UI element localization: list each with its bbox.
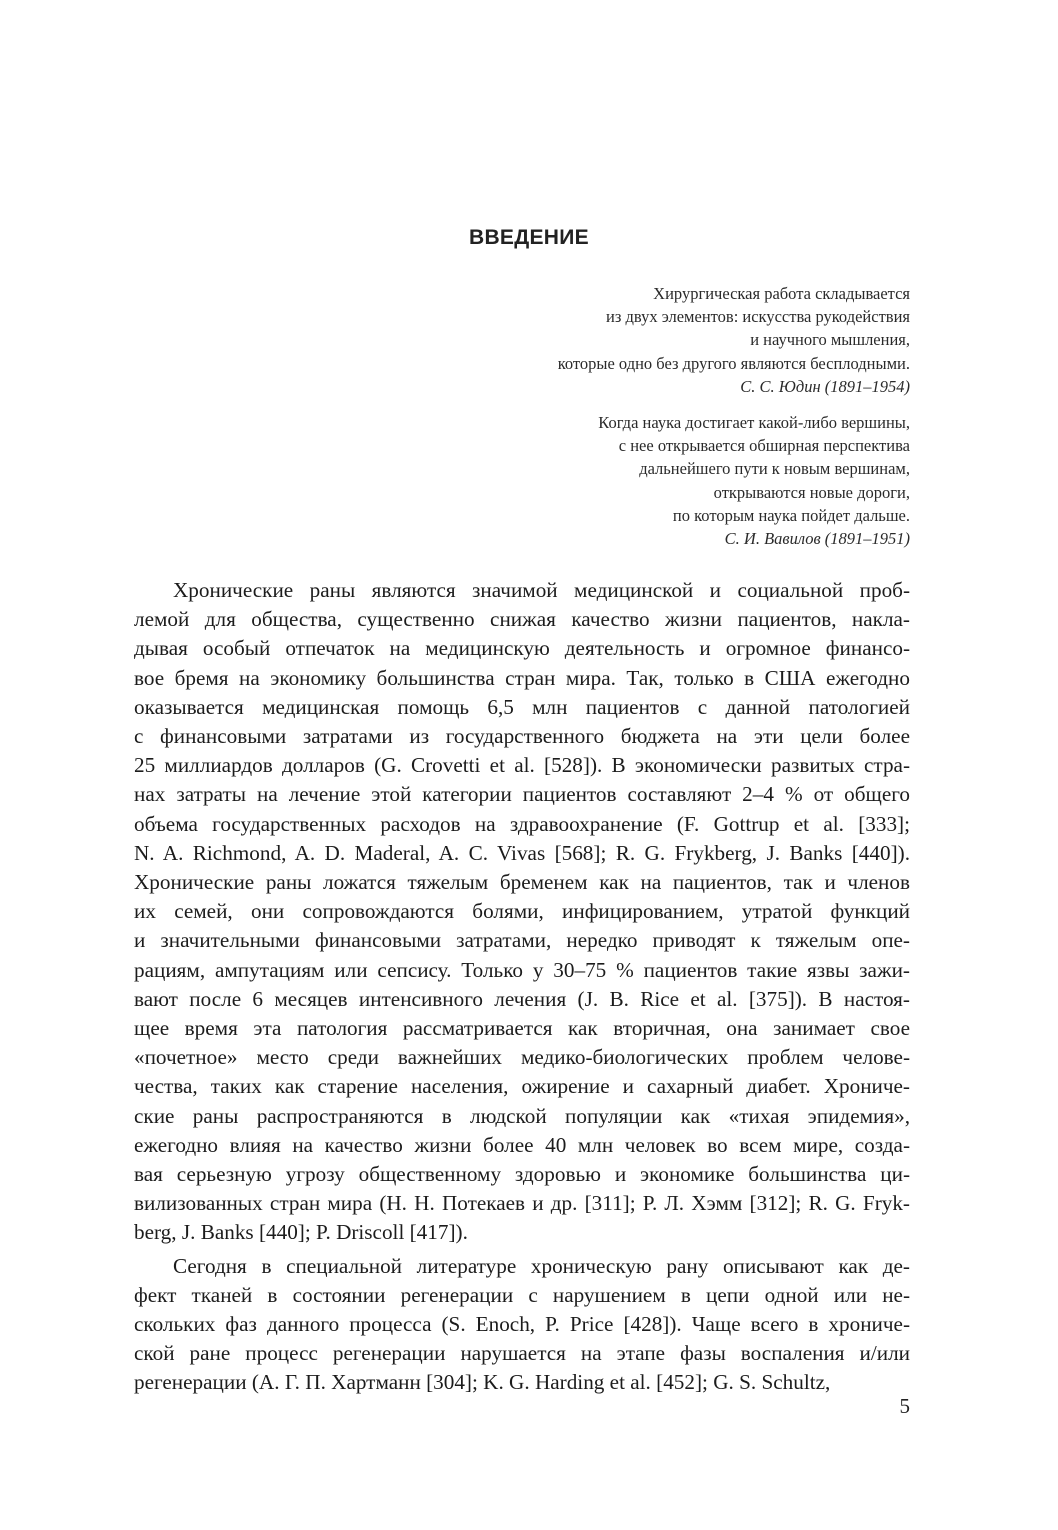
epigraph-author: С. И. Вавилов (1891–1951) [724, 529, 910, 549]
paragraph-line: ежегодно влияя на качество жизни более 40 млн человек во всем мире, созда- [134, 1132, 910, 1157]
paragraph-line: 25 миллиардов долларов (G. Crovetti et al. [528]). В экономически развитых стра- [134, 753, 910, 778]
chapter-title: ВВЕДЕНИЕ [469, 226, 589, 249]
paragraph-line: вое бремя на экономику большинства стран мира. Так, только в США ежегодно [134, 665, 910, 690]
epigraph-line: и научного мышления, [750, 330, 910, 350]
epigraph-line: которые одно без другого являются бесплодными. [557, 353, 910, 373]
paragraph-line: вая серьезную угрозу общественному здоровью и экономике большинства ци- [134, 1162, 910, 1187]
epigraph-yudin [558, 282, 910, 398]
paragraph-line: вилизованных стран мира (Н. Н. Потекаев и др. [311]; Р. Л. Хэмм [312]; R. G. Fryk- [134, 1191, 910, 1216]
paragraph-line: их семей, они сопровождаются болями, инфицированием, утратой функций [134, 899, 910, 924]
paragraph-line: лемой для общества, существенно снижая качество жизни пациентов, накла- [134, 607, 910, 632]
paragraph-line: с финансовыми затратами из государственного бюджета на эти цели более [134, 724, 910, 749]
paragraph-line: скольких фаз данного процесса (S. Enoch, P. Price [428]). Чаще всего в хрониче- [134, 1312, 910, 1337]
epigraph-line: по которым наука пойдет дальше. [672, 505, 910, 525]
paragraph-line: регенерации (А. Г. П. Хартманн [304]; K. G. Harding et al. [452]; G. S. Schultz, [134, 1370, 831, 1395]
paragraph-line: оказывается медицинская помощь 6,5 млн пациентов с данной патологией [134, 694, 910, 719]
paragraph-line: N. A. Richmond, A. D. Maderal, A. C. Vivas [568]; R. G. Frykberg, J. Banks [440]). [134, 840, 910, 865]
epigraph-line: дальнейшего пути к новым вершинам, [639, 459, 910, 479]
body-text [134, 576, 910, 1398]
paragraph-line: дывая особый отпечаток на медицинскую деятельность и огромное финансо- [134, 636, 910, 661]
paragraph-line: Сегодня в специальной литературе хроническую рану описывают как де- [173, 1253, 910, 1278]
paragraph-line: ской ране процесс регенерации нарушается на этапе фазы воспаления и/или [134, 1341, 910, 1366]
paragraph-2 [134, 1252, 910, 1398]
paragraph-line: нах затраты на лечение этой категории пациентов составляют 2–4 % от общего [134, 782, 910, 807]
paragraph-line: вают после 6 месяцев интенсивного лечения (J. B. Rice et al. [375]). В настоя- [134, 986, 910, 1011]
paragraph-line: «почетное» место среди важнейших медико-биологических проблем челове- [134, 1045, 910, 1070]
epigraph-line: с нее открывается обширная перспектива [618, 436, 910, 456]
paragraph-line: и значительными финансовыми затратами, нередко приводят к тяжелым опе- [134, 928, 910, 953]
paragraph-1 [134, 576, 910, 1248]
epigraph-line: Хирургическая работа складывается [653, 284, 910, 303]
paragraph-line: berg, J. Banks [440]; P. Driscoll [417]). [134, 1220, 468, 1245]
epigraph-line: Когда наука достигает какой-либо вершины, [598, 413, 910, 432]
paragraph-line: объема государственных расходов на здравоохранение (F. Gottrup et al. [333]; [134, 811, 910, 836]
paragraph-line: Хронические раны являются значимой медицинской и социальной проб- [173, 578, 910, 602]
epigraph-line: из двух элементов: искусства рукодействия [606, 307, 910, 327]
paragraph-line: фект тканей в состоянии регенерации с нарушением в цепи одной или не- [134, 1282, 910, 1307]
paragraph-line: Хронические раны ложатся тяжелым бременем как на пациентов, так и членов [134, 870, 910, 895]
paragraph-line: рациям, ампутациям или сепсису. Только у 30–75 % пациентов такие язвы зажи- [134, 957, 910, 982]
epigraph-author: С. С. Юдин (1891–1954) [740, 376, 910, 396]
epigraph-vavilov [598, 411, 910, 550]
paragraph-line: ские раны распространяются в людской популяции как «тихая эпидемия», [134, 1103, 910, 1128]
epigraph-line: открываются новые дороги, [713, 482, 910, 502]
paragraph-line: чества, таких как старение населения, ожирение и сахарный диабет. Хрониче- [134, 1074, 910, 1099]
paragraph-line: щее время эта патология рассматривается как вторичная, она занимает свое [134, 1016, 910, 1041]
page-number: 5 [899, 1394, 910, 1418]
